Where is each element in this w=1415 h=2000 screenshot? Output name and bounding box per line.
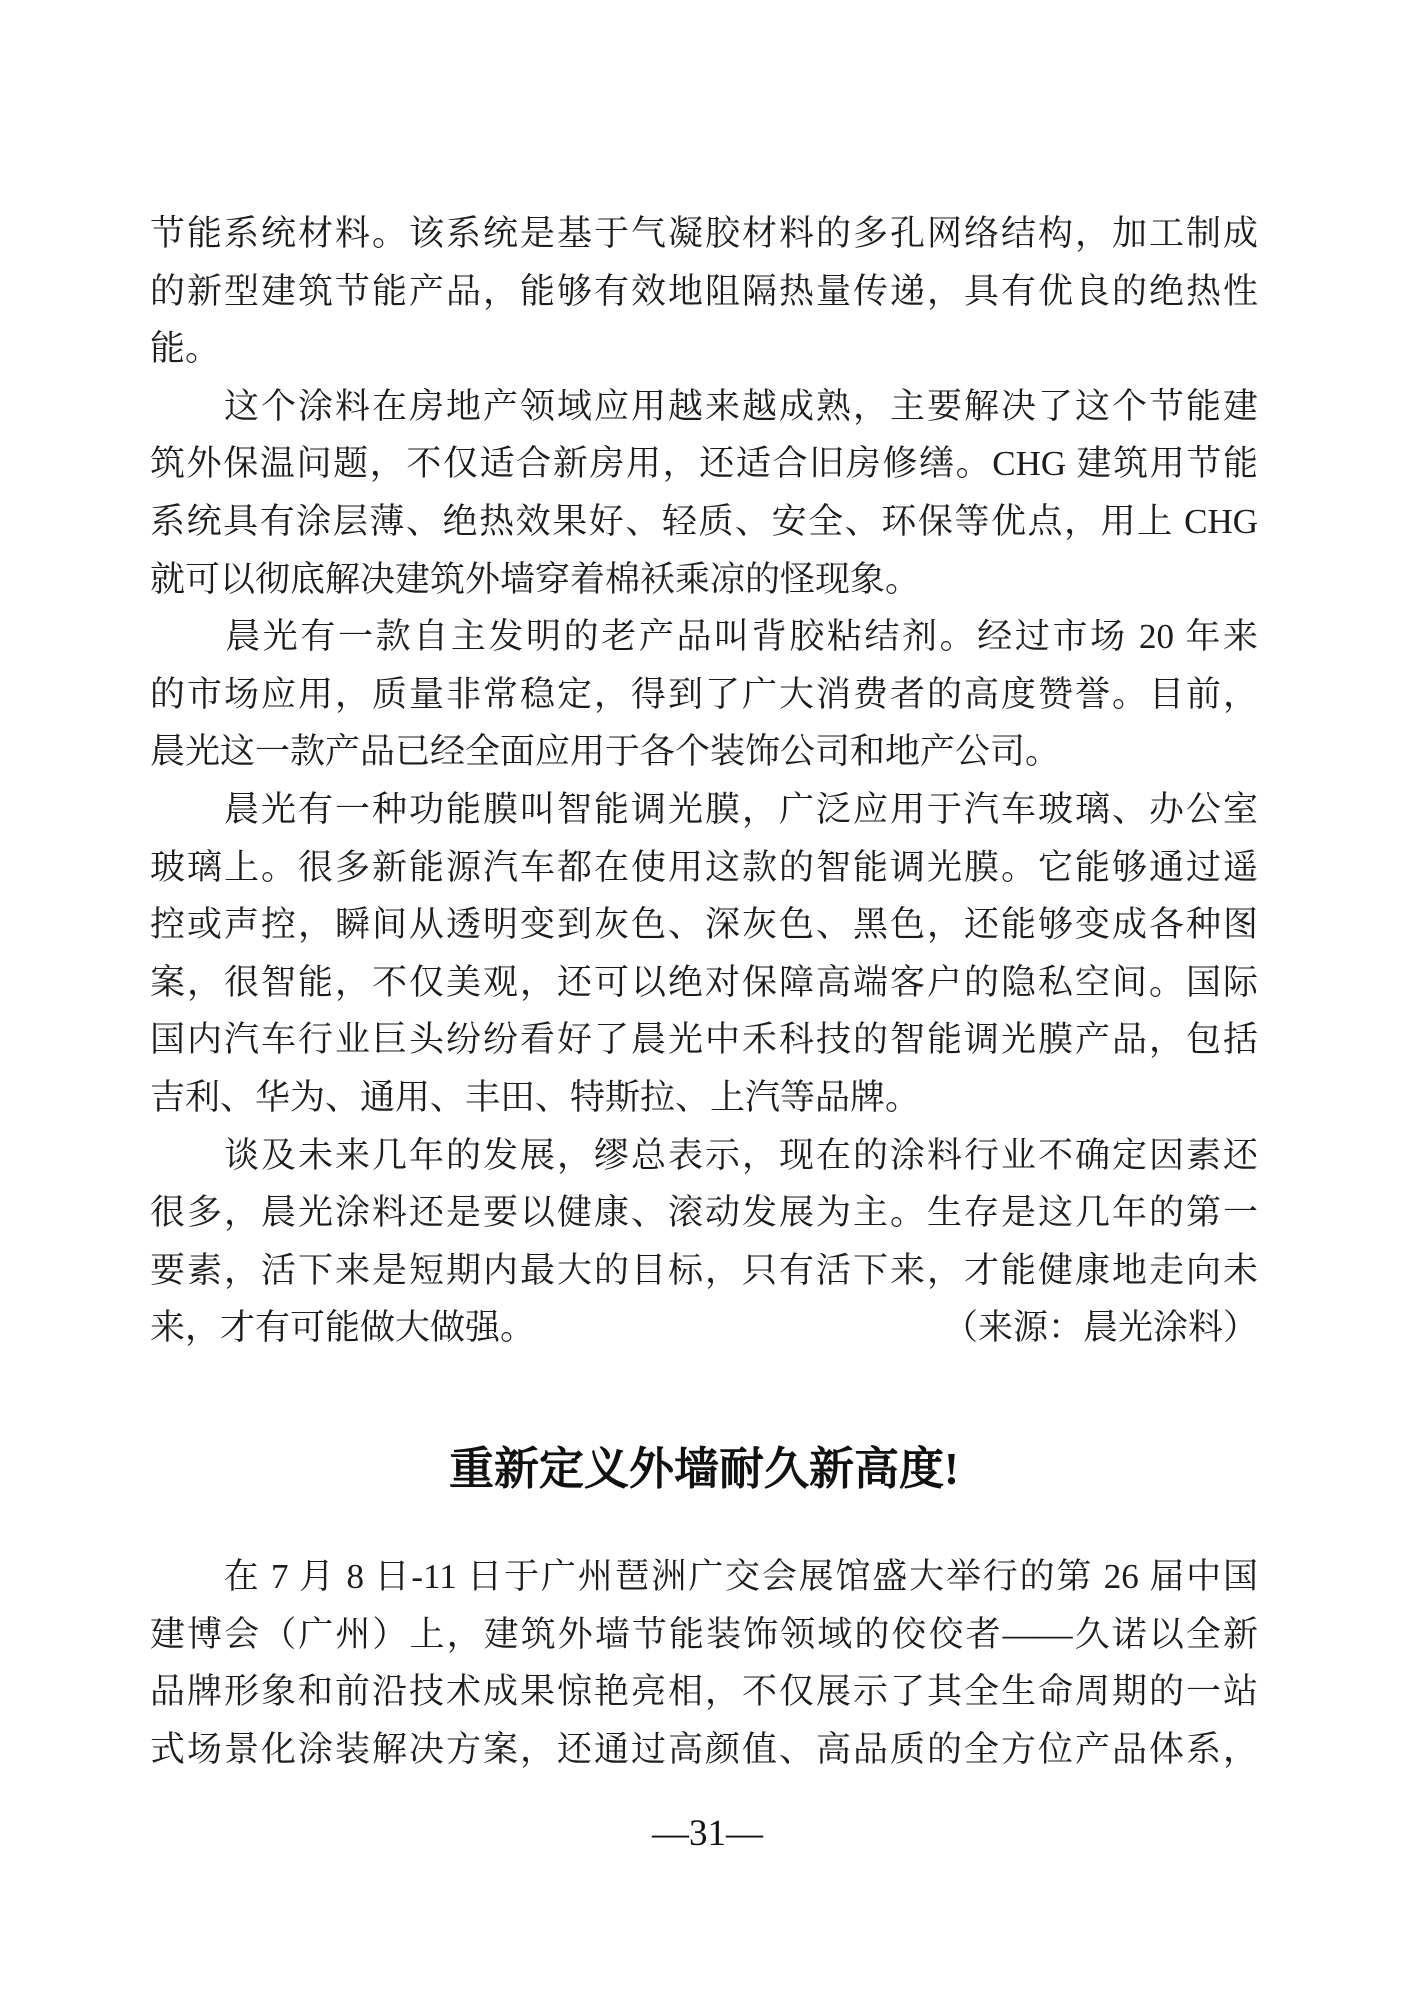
text-line: 控或声控，瞬间从透明变到灰色、深灰色、黑色，还能够变成各种图 xyxy=(150,905,1258,945)
text-line: 就可以彻底解决建筑外墙穿着棉袄乘凉的怪现象。 xyxy=(150,559,921,599)
source-attribution: （来源：晨光涂料） xyxy=(942,1308,1258,1348)
text-line: 品牌形象和前沿技术成果惊艳亮相，不仅展示了其全生命周期的一站 xyxy=(150,1672,1258,1712)
paragraph-end-text: 来，才有可能做大做强。 xyxy=(150,1308,536,1348)
article-title: 重新定义外墙耐久新高度! xyxy=(449,1444,959,1494)
text-line: 玻璃上。很多新能源汽车都在使用这款的智能调光膜。它能够通过遥 xyxy=(150,847,1258,887)
text-line: 晨光有一款自主发明的老产品叫背胶粘结剂。经过市场 20 年来 xyxy=(150,617,1258,657)
text-line: 在 7 月 8 日-11 日于广州琶洲广交会展馆盛大举行的第 26 届中国 xyxy=(150,1557,1258,1596)
page-number: —31— xyxy=(652,1813,763,1854)
text-line xyxy=(150,1299,1258,1357)
text-line: 式场景化涂装解决方案，还通过高颜值、高品质的全方位产品体系， xyxy=(150,1729,1258,1769)
text-line: 晨光有一种功能膜叫智能调光膜，广泛应用于汽车玻璃、办公室 xyxy=(150,789,1258,829)
text-line: 节能系统材料。该系统是基于气凝胶材料的多孔网络结构，加工制成 xyxy=(150,214,1258,253)
text-line: 的市场应用，质量非常稳定，得到了广大消费者的高度赞誉。目前， xyxy=(150,674,1258,714)
text-line: 晨光这一款产品已经全面应用于各个装饰公司和地产公司。 xyxy=(150,732,1061,772)
text-line: 很多，晨光涂料还是要以健康、滚动发展为主。生存是这几年的第一 xyxy=(150,1193,1258,1233)
text-line: 能。 xyxy=(150,329,221,369)
article2-body xyxy=(150,1548,1258,1778)
text-line: 要素，活下来是短期内最大的目标，只有活下来，才能健康地走向未 xyxy=(150,1250,1258,1290)
text-line: 这个涂料在房地产领域应用越来越成熟，主要解决了这个节能建 xyxy=(150,386,1258,426)
text-line: 系统具有涂层薄、绝热效果好、轻质、安全、环保等优点，用上 CHG xyxy=(150,501,1258,541)
article-continuation-body xyxy=(150,205,1258,1357)
text-line: 吉利、华为、通用、丰田、特斯拉、上汽等品牌。 xyxy=(150,1077,921,1117)
text-line: 谈及未来几年的发展，缪总表示，现在的涂料行业不确定因素还 xyxy=(150,1135,1258,1175)
text-line: 建博会（广州）上，建筑外墙节能装饰领域的佼佼者——久诺以全新 xyxy=(150,1614,1258,1654)
text-line: 国内汽车行业巨头纷纷看好了晨光中禾科技的智能调光膜产品，包括 xyxy=(150,1020,1258,1060)
text-line: 筑外保温问题，不仅适合新房用，还适合旧房修缮。CHG 建筑用节能 xyxy=(150,444,1258,484)
text-line: 的新型建筑节能产品，能够有效地阻隔热量传递，具有优良的绝热性 xyxy=(150,271,1258,311)
text-line: 案，很智能，不仅美观，还可以绝对保障高端客户的隐私空间。国际 xyxy=(150,962,1258,1002)
